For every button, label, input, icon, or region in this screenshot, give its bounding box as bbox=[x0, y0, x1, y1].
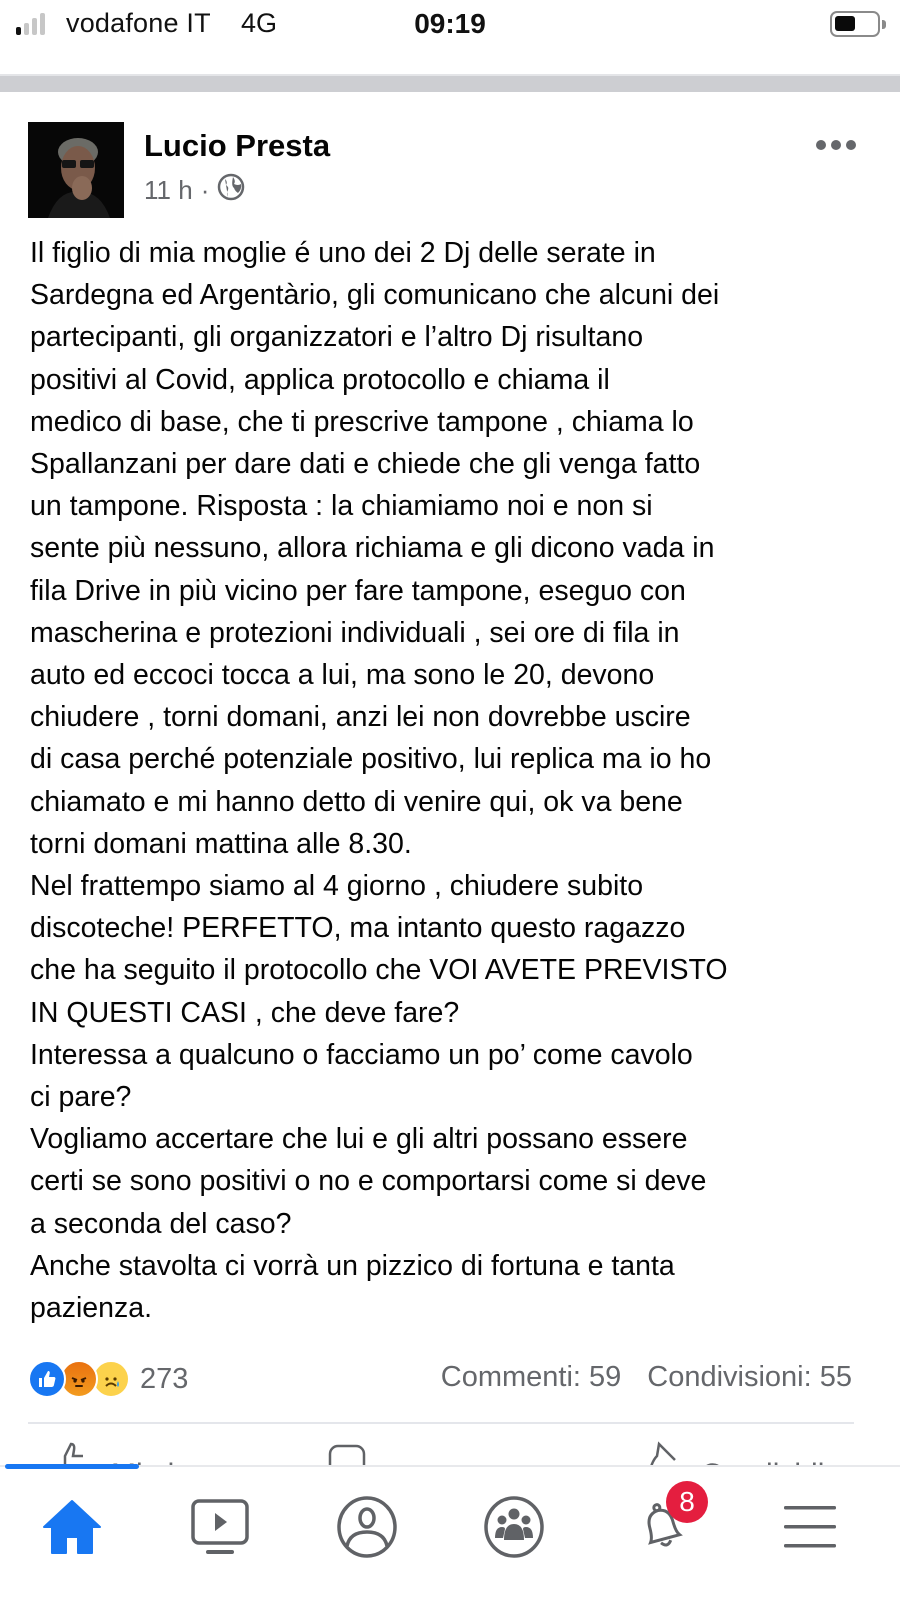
comments-count-link[interactable]: Commenti: 59 bbox=[440, 1361, 622, 1393]
post-text-line: mascherina e protezioni individuali , sei ore di fila in bbox=[30, 616, 680, 649]
menu-icon bbox=[782, 1504, 838, 1555]
globe-icon bbox=[217, 173, 245, 208]
post-timestamp[interactable]: 11 h bbox=[144, 175, 193, 205]
status-time: 09:19 bbox=[414, 8, 486, 39]
profile-icon bbox=[336, 1496, 398, 1563]
battery-icon bbox=[830, 11, 880, 37]
nav-menu[interactable] bbox=[760, 1479, 860, 1579]
video-icon bbox=[190, 1498, 250, 1561]
avatar-photo bbox=[28, 122, 124, 218]
post-meta bbox=[144, 173, 245, 208]
post-text-line: certi se sono positivi o no e comportarsi come si deve bbox=[30, 1165, 707, 1198]
home-icon bbox=[42, 1499, 102, 1560]
post-text-line: chiamato e mi hanno detto di venire qui, ok va bene bbox=[30, 785, 683, 818]
feed-separator bbox=[0, 74, 900, 92]
post-text-line: Anche stavolta ci vorrà un pizzico di fortuna e tanta bbox=[30, 1249, 675, 1282]
groups-icon bbox=[483, 1496, 545, 1563]
post-text-line: Spallanzani per dare dati e chiede che gli venga fatto bbox=[30, 448, 701, 481]
post-text-line: Nel frattempo siamo al 4 giorno , chiudere subito bbox=[30, 870, 644, 903]
active-tab-indicator bbox=[5, 1464, 139, 1469]
post-text-line: un tampone. Risposta : la chiamiamo noi e non si bbox=[30, 490, 653, 523]
nav-home[interactable] bbox=[22, 1479, 122, 1579]
shares-count-link[interactable]: Condivisioni: 55 bbox=[647, 1361, 852, 1393]
post-text-line: positivi al Covid, applica protocollo e chiama il bbox=[30, 363, 610, 396]
notification-badge: 8 bbox=[666, 1481, 708, 1523]
carrier-name: vodafone IT bbox=[66, 8, 211, 38]
reactions-summary[interactable] bbox=[28, 1360, 188, 1398]
post-text-line: chiudere , torni domani, anzi lei non dovrebbe uscire bbox=[30, 701, 691, 734]
post-text-line: di casa perché potenziale positivo, lui replica ma io ho bbox=[30, 743, 712, 776]
post-text-line: fila Drive in più vicino per fare tampone, eseguo con bbox=[30, 574, 686, 607]
engagement-counts bbox=[441, 1361, 852, 1394]
actions-divider bbox=[28, 1422, 854, 1424]
post-text-line: torni domani mattina alle 8.30. bbox=[30, 827, 412, 860]
post-text-line: auto ed eccoci tocca a lui, ma sono le 20, devono bbox=[30, 659, 655, 692]
post-text-line: a seconda del caso? bbox=[30, 1207, 292, 1240]
post-text-line: che ha seguito il protocollo che VOI AVETE PREVISTO bbox=[30, 954, 728, 987]
post-text-line: medico di base, che ti prescrive tampone , chiama lo bbox=[30, 405, 694, 438]
nav-profile[interactable] bbox=[317, 1479, 417, 1579]
network-type: 4G bbox=[241, 8, 278, 38]
author-name[interactable]: Lucio Presta bbox=[144, 128, 331, 163]
more-options-icon[interactable] bbox=[816, 140, 856, 150]
nav-groups[interactable] bbox=[464, 1479, 564, 1579]
post-text-line: Interessa a qualcuno o facciamo un po’ come cavolo bbox=[30, 1038, 693, 1071]
post-text bbox=[30, 232, 880, 1329]
post-text-line: ci pare? bbox=[30, 1081, 132, 1114]
reaction-count: 273 bbox=[140, 1362, 189, 1395]
post-text-line: Il figlio di mia moglie é uno dei 2 Dj delle serate in bbox=[30, 237, 656, 269]
author-avatar[interactable] bbox=[28, 122, 124, 218]
meta-separator: · bbox=[200, 175, 210, 205]
post-text-line: partecipanti, gli organizzatori e l’altro Dj risultano bbox=[30, 321, 644, 354]
post-text-line: IN QUESTI CASI , che deve fare? bbox=[30, 996, 460, 1029]
post-text-line: pazienza. bbox=[30, 1292, 153, 1325]
like-reaction-icon bbox=[28, 1360, 66, 1398]
status-bar bbox=[0, 0, 900, 72]
post-text-line: discoteche! PERFETTO, ma intanto questo ragazzo bbox=[30, 912, 686, 945]
post-actions bbox=[0, 1440, 900, 1467]
post-text-line: Sardegna ed Argentàrio, gli comunicano che alcuni dei bbox=[30, 279, 720, 312]
post-text-line: Vogliamo accertare che lui e gli altri possano essere bbox=[30, 1123, 688, 1156]
nav-watch[interactable] bbox=[170, 1479, 270, 1579]
bottom-navigation bbox=[0, 1465, 900, 1600]
post-text-line: sente più nessuno, allora richiama e gli dicono vada in bbox=[30, 532, 715, 565]
